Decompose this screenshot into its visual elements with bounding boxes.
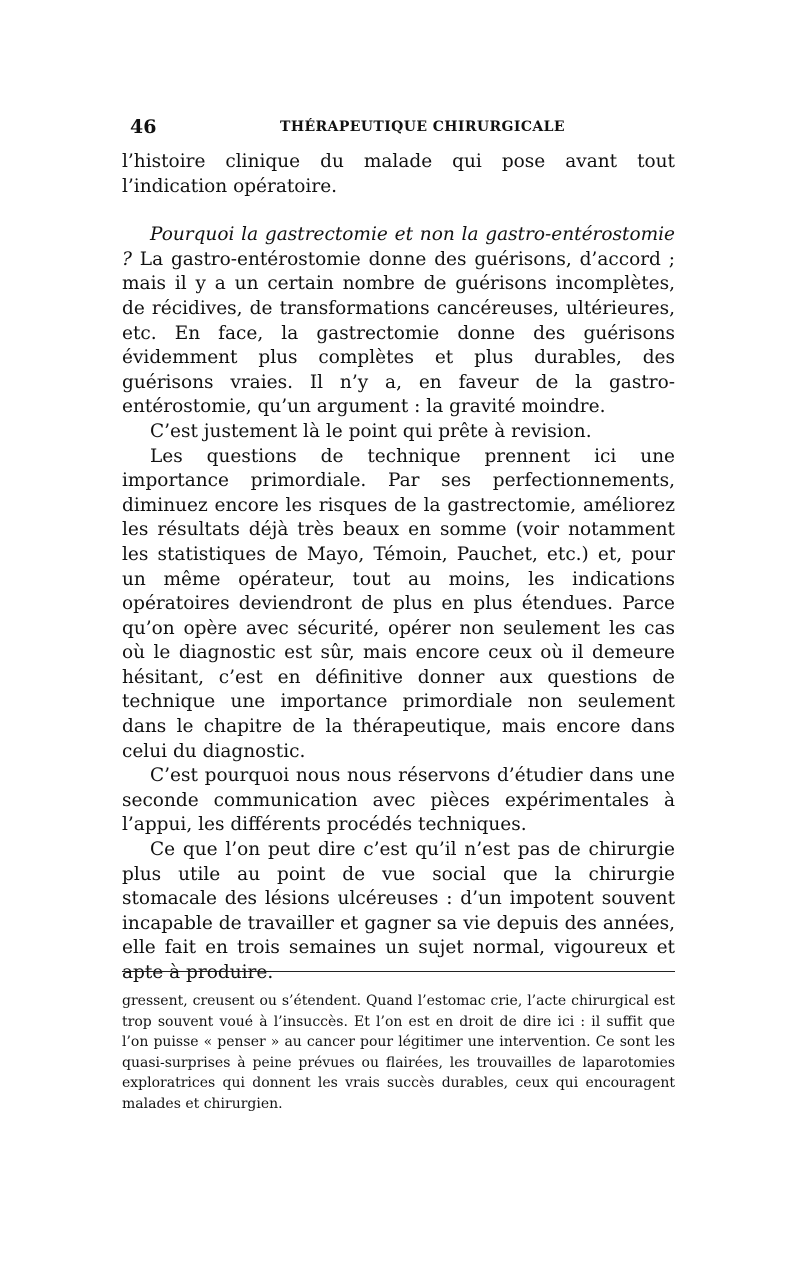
italic-question: Pourquoi la gastrectomie et non la gastro-entérostomie ? [122,224,675,270]
page-header [130,116,674,138]
paragraph-text: La gastro-entérostomie donne des guérisons, d’accord ; mais il y a un certain nombre de guérisons incomplètes, de récidives, de transformations cancéreuses, ultérieures, etc. En face, la gastrectomie donne des guérisons évidemment plus complètes et plus durables, des guérisons vraies. Il n’y a, en faveur de la gastro-entérostomie, qu’un argument : la gravité moindre. [122,248,675,418]
paragraph: Ce que l’on peut dire c’est qu’il n’est pas de chirurgie plus utile au point de vue social que la chirurgie stomacale des lésions ulcéreuses : d’un impotent souvent incapable de travailler et gagner sa vie depuis des années, elle fait en trois semaines un sujet normal, vigoureux et apte à produire. [122,839,675,983]
footnote-text: gressent, creusent ou s’étendent. Quand l’estomac crie, l’acte chirurgical est trop souvent voué à l’insuccès. Et l’on est en droit de dire ici : il suffit que l’on puisse « penser » au cancer pour légitimer une intervention. Ce sont les quasi-surprises à peine prévues ou flairées, les trouvailles de laparotomies exploratrices qui donnent les vrais succès durables, ceux qui encouragent malades et chirurgien. [122,993,675,1112]
paragraph: C’est pourquoi nous nous réservons d’étudier dans une seconde communication avec pièces expérimentales à l’appui, les différents procédés techniques. [122,765,675,836]
page-number: 46 [130,116,157,138]
running-title: THÉRAPEUTIQUE CHIRURGICALE [280,119,565,135]
footnote-divider [122,971,675,972]
paragraph [122,223,675,420]
paragraph: l’histoire clinique du malade qui pose avant tout l’indication opératoire. [122,151,675,197]
main-text [122,150,675,986]
paragraph: C’est justement là le point qui prête à revision. [150,420,592,442]
footnote [122,991,675,1114]
paragraph: Les questions de technique prennent ici une importance primordiale. Par ses perfectionnements, diminuez encore les risques de la gastrectomie, améliorez les résultats déjà très beaux en somme (voir notamment les statistiques de Mayo, Témoin, Pauchet, etc.) et, pour un même opérateur, tout au moins, les indications opératoires deviendront de plus en plus étendues. Parce qu’on opère avec sécurité, opérer non seulement les cas où le diagnostic est sûr, mais encore ceux où il demeure hésitant, c’est en définitive donner aux questions de technique une importance primordiale non seulement dans le chapitre de la thérapeutique, mais encore dans celui du diagnostic. [122,445,675,762]
